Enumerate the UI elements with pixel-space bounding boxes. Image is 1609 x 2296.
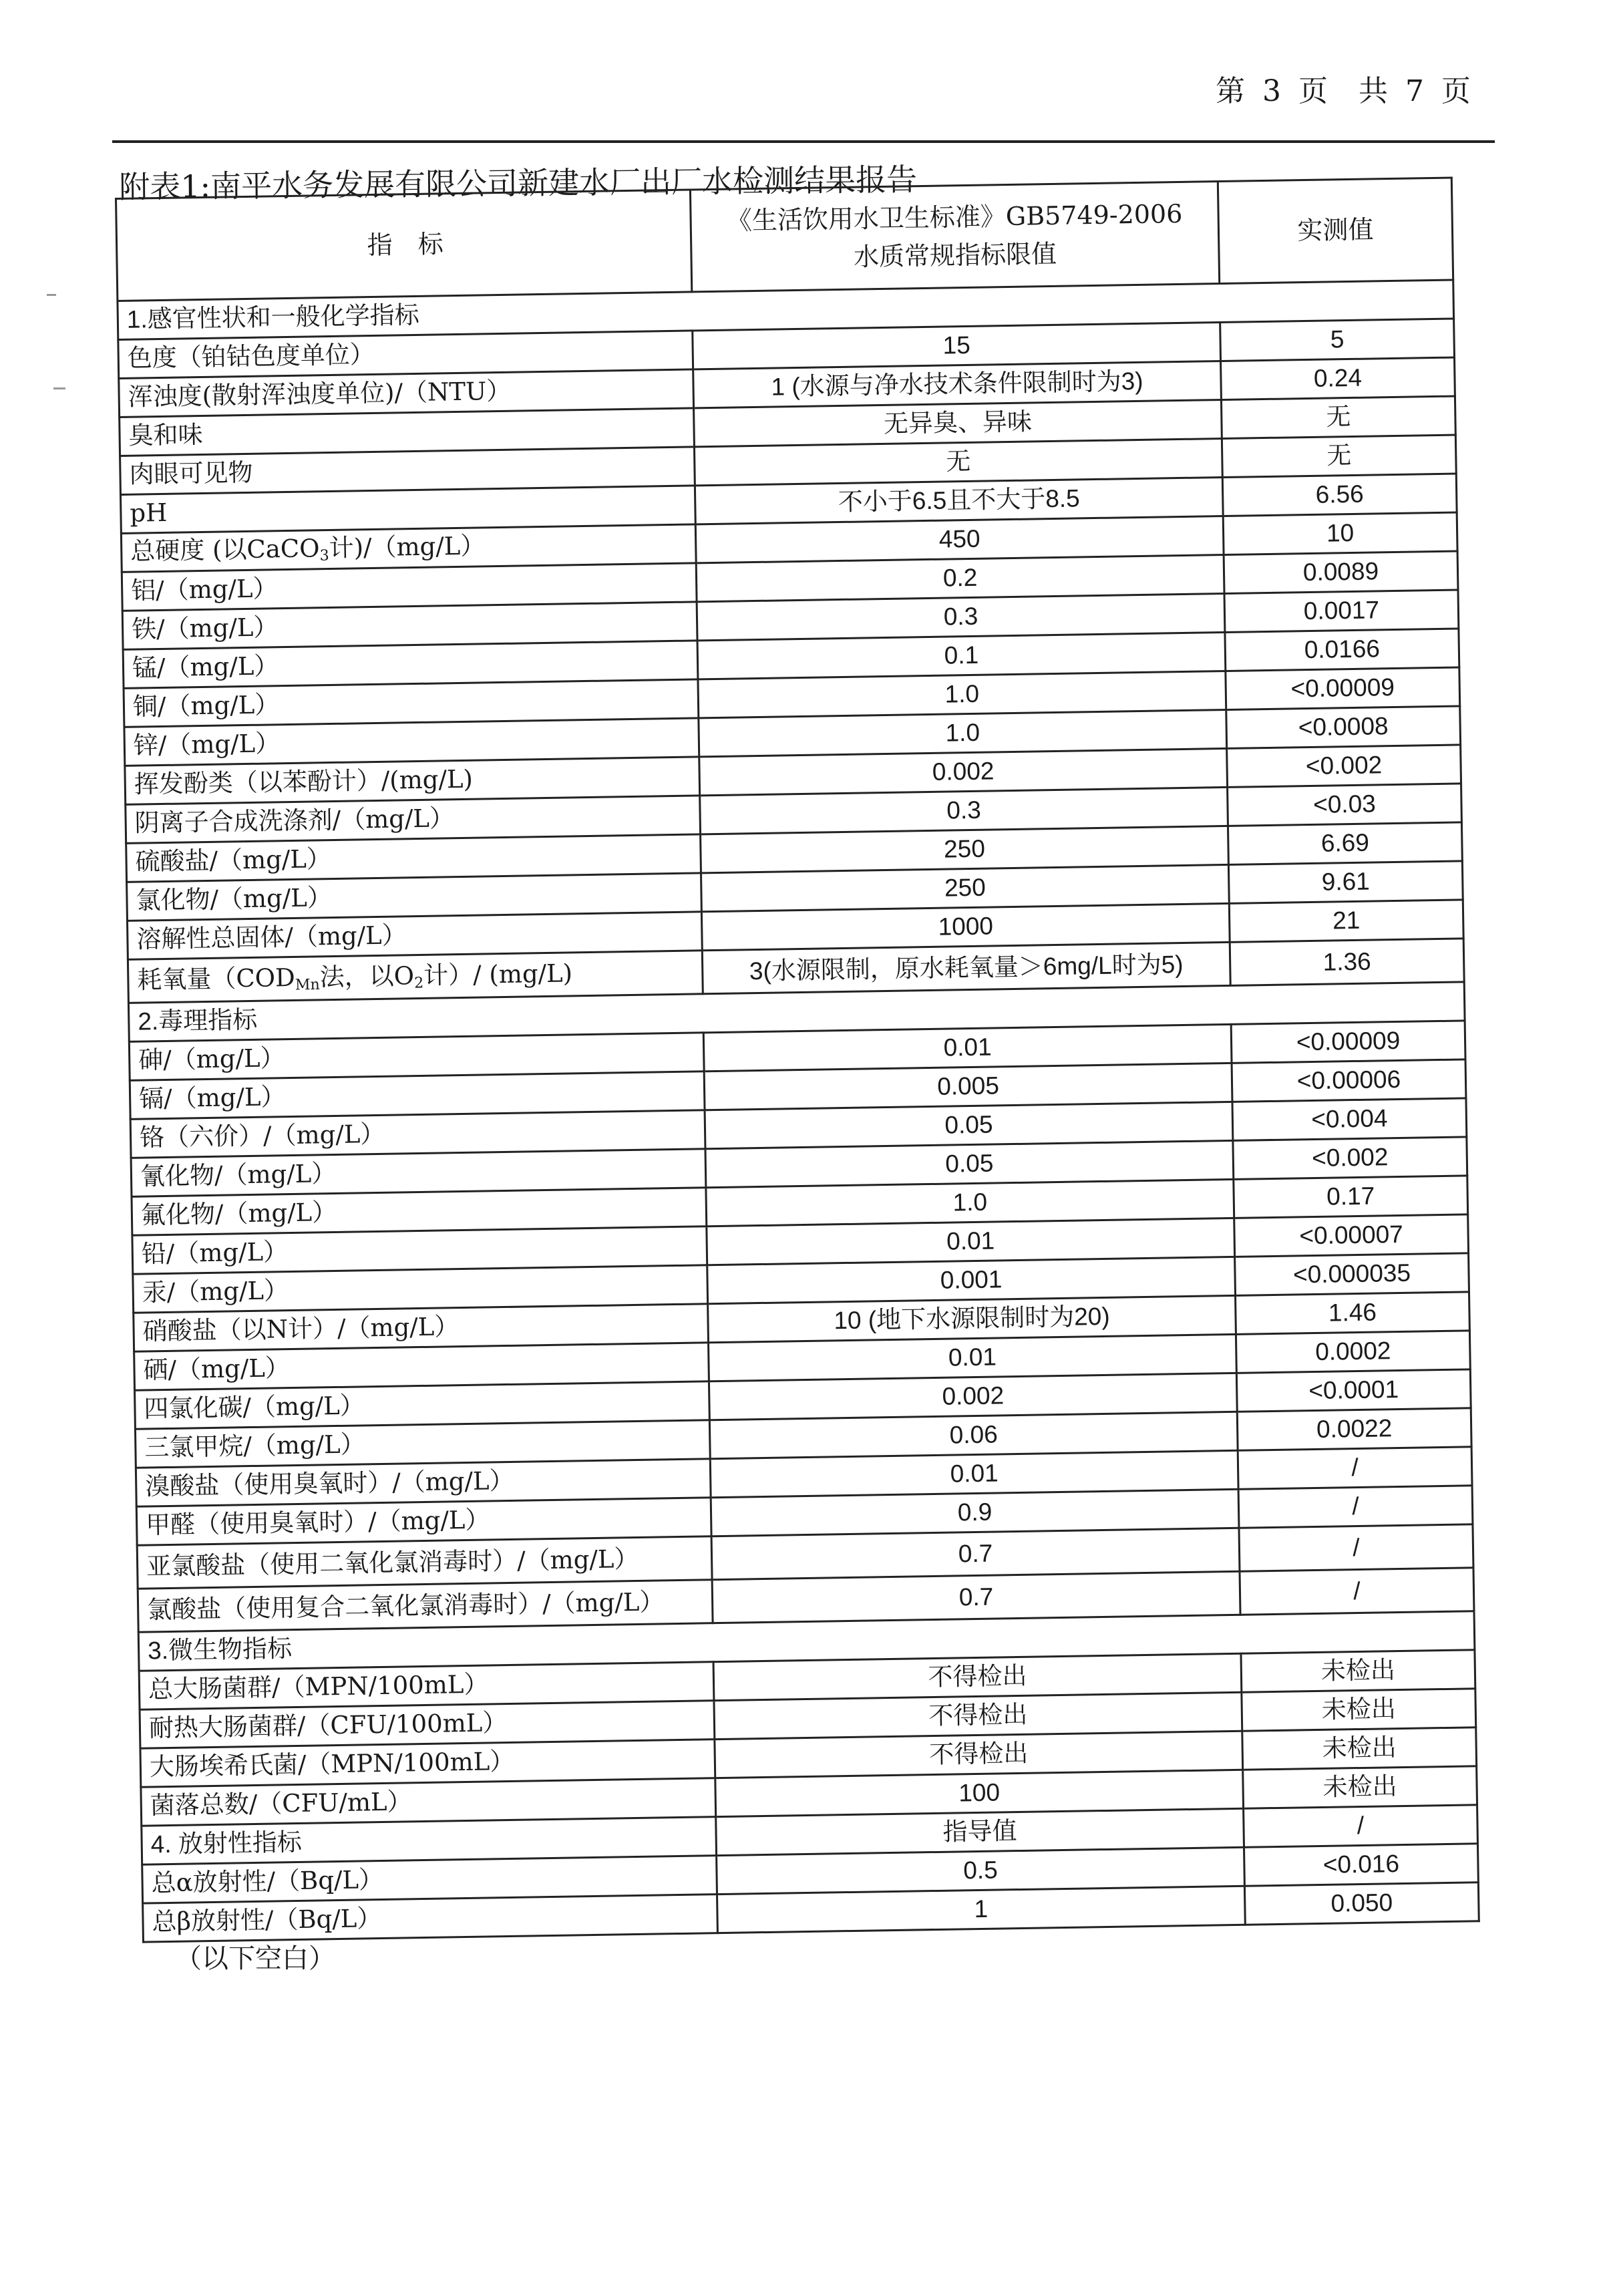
limit-cell: 1.0 — [699, 709, 1227, 756]
measured-cell: 未检出 — [1241, 1650, 1475, 1692]
limit-cell: 不小于6.5且不大于8.5 — [695, 478, 1223, 524]
measured-cell: <0.00009 — [1226, 667, 1460, 709]
limit-cell: 0.01 — [710, 1450, 1238, 1497]
limit-cell: 250 — [701, 864, 1229, 911]
indicator-cell: 臭和味 — [120, 408, 695, 456]
header-measured: 实测值 — [1218, 178, 1453, 283]
limit-cell: 不得检出 — [714, 1692, 1242, 1739]
indicator-cell: 砷/（mg/L） — [129, 1033, 704, 1081]
page-total: 共 7 页 — [1358, 74, 1475, 108]
indicator-cell: 锰/（mg/L） — [123, 641, 698, 689]
indicator-cell: 硒/（mg/L） — [134, 1343, 709, 1391]
measured-cell: <0.000035 — [1235, 1253, 1469, 1295]
header-limit-line1: 《生活饮用水卫生标准》GB5749-2006 — [726, 198, 1183, 236]
limit-cell: 0.01 — [707, 1218, 1235, 1265]
indicator-cell: 色度（铂钴色度单位） — [118, 331, 693, 379]
limit-cell: 1 — [717, 1886, 1246, 1933]
measured-cell: 1.46 — [1236, 1292, 1470, 1334]
limit-cell: 0.5 — [717, 1847, 1245, 1894]
limit-cell: 1.0 — [706, 1179, 1234, 1226]
limit-cell: 1.0 — [698, 671, 1226, 717]
section-title: 2.毒理指标 — [128, 982, 1465, 1041]
limit-cell: 无异臭、异味 — [694, 400, 1222, 447]
limit-cell: 0.9 — [711, 1489, 1239, 1536]
measured-cell: 0.24 — [1221, 357, 1455, 399]
section-limit: 指导值 — [716, 1808, 1244, 1855]
measured-cell: / — [1238, 1447, 1472, 1489]
indicator-cell: 甲醛（使用臭氧时）/（mg/L） — [136, 1498, 711, 1546]
header-limit — [690, 182, 1219, 292]
indicator-cell: 汞/（mg/L） — [133, 1265, 708, 1313]
measured-cell: / — [1239, 1524, 1473, 1571]
header-limit-line2: 水质常规指标限值 — [853, 238, 1057, 272]
limit-cell: 0.06 — [709, 1412, 1238, 1458]
limit-cell: 0.002 — [709, 1373, 1237, 1420]
limit-cell: 0.05 — [705, 1102, 1233, 1148]
limit-cell: 0.05 — [705, 1140, 1234, 1187]
limit-cell: 100 — [715, 1770, 1244, 1816]
indicator-cell: 总α放射性/（Bq/L） — [142, 1856, 717, 1904]
measured-cell: 0.050 — [1244, 1882, 1479, 1925]
limit-cell: 0.7 — [712, 1571, 1240, 1623]
indicator-cell: 亚氯酸盐（使用二氧化氯消毒时）/（mg/L） — [137, 1536, 712, 1589]
indicator-cell: 镉/（mg/L） — [130, 1072, 705, 1120]
measured-cell: 9.61 — [1228, 861, 1463, 903]
indicator-cell: 硝酸盐（以N计）/（mg/L） — [134, 1304, 709, 1352]
indicator-cell: 铜/（mg/L） — [124, 679, 699, 727]
measured-cell: 0.0017 — [1224, 590, 1459, 632]
limit-cell: 0.002 — [699, 748, 1228, 795]
measured-cell: <0.00009 — [1231, 1021, 1465, 1063]
limit-cell: 0.001 — [707, 1257, 1236, 1303]
indicator-cell: 铝/（mg/L） — [122, 563, 697, 611]
indicator-cell: 氟化物/（mg/L） — [132, 1188, 707, 1236]
indicator-cell: 氯化物/（mg/L） — [127, 873, 702, 921]
indicator-cell: 耗氧量（$COD_{Mn}$法，以$O_2$计）/ (mg/L) — [128, 951, 703, 1003]
limit-cell: 250 — [701, 826, 1229, 872]
limit-cell: 不得检出 — [715, 1731, 1243, 1778]
limit-cell: 0.1 — [697, 632, 1226, 679]
measured-cell: 5 — [1220, 319, 1455, 361]
indicator-cell: 四氯化碳/（mg/L） — [135, 1381, 710, 1430]
limit-cell: 450 — [695, 516, 1224, 562]
measured-cell: / — [1240, 1568, 1474, 1615]
indicator-cell: 挥发酚类（以苯酚计）/(mg/L) — [125, 757, 700, 805]
section-title: 4. 放射性指标 — [142, 1817, 717, 1865]
measured-cell: <0.00006 — [1232, 1059, 1466, 1102]
indicator-cell: 肉眼可见物 — [120, 447, 695, 495]
measured-cell: 6.69 — [1228, 822, 1462, 864]
measured-cell: 0.0166 — [1225, 629, 1459, 671]
section-title: 1.感官性状和一般化学指标 — [118, 280, 1454, 339]
measured-cell: <0.016 — [1244, 1844, 1478, 1886]
indicator-cell: 氯酸盐（使用复合二氧化氯消毒时）/（mg/L） — [138, 1580, 713, 1633]
indicator-cell: 阴离子合成洗涤剂/（mg/L） — [126, 796, 701, 844]
indicator-cell: 菌落总数/（CFU/mL） — [141, 1778, 716, 1826]
table-footnote: （以下空白） — [175, 1943, 335, 1974]
limit-cell: 0.005 — [704, 1063, 1232, 1110]
measured-cell: 0.0002 — [1236, 1331, 1470, 1373]
limit-cell: 0.3 — [700, 787, 1228, 834]
indicator-cell: 铁/（mg/L） — [122, 602, 697, 650]
indicator-cell: pH — [120, 486, 695, 534]
indicator-cell: 总大肠菌群/（MPN/100mL） — [139, 1662, 714, 1710]
section-value: / — [1244, 1805, 1478, 1847]
measured-cell: 6.56 — [1222, 474, 1457, 516]
measured-cell: 0.17 — [1234, 1176, 1468, 1218]
indicator-cell: 溴酸盐（使用臭氧时）/（mg/L） — [136, 1459, 711, 1507]
indicator-cell: 浑浊度(散射浑浊度单位)/（NTU） — [119, 369, 694, 418]
report-title: 附表1:南平水务发展有限公司新建水厂出厂水检测结果报告 — [119, 161, 918, 205]
indicator-cell: 耐热大肠菌群/（CFU/100mL） — [140, 1701, 715, 1749]
measured-cell: 21 — [1229, 900, 1463, 942]
header-indicator: 指 标 — [116, 190, 692, 301]
measured-cell: 无 — [1222, 435, 1456, 477]
measured-cell: 0.0089 — [1224, 551, 1458, 593]
results-table — [115, 177, 1480, 1943]
measured-cell: 未检出 — [1242, 1728, 1477, 1770]
indicator-cell: 大肠埃希氏菌/（MPN/100mL） — [140, 1740, 715, 1788]
measured-cell: 0.0022 — [1237, 1408, 1471, 1450]
measured-cell: 10 — [1223, 512, 1457, 554]
limit-cell: 10 (地下水源限制时为20) — [708, 1295, 1236, 1342]
limit-cell: 0.2 — [696, 554, 1224, 601]
page-number — [1216, 67, 1475, 110]
limit-cell: 不得检出 — [713, 1653, 1242, 1700]
indicator-cell: 铬（六价）/（mg/L） — [130, 1110, 705, 1158]
measured-cell: <0.004 — [1232, 1098, 1467, 1140]
section-title: 3.微生物指标 — [138, 1611, 1475, 1671]
measured-cell: <0.002 — [1233, 1137, 1467, 1179]
indicator-cell: 氰化物/（mg/L） — [131, 1149, 706, 1197]
measured-cell: <0.0008 — [1226, 706, 1461, 748]
indicator-cell: 总硬度 (以CaCO$_3$计)/（mg/L） — [121, 524, 696, 572]
limit-cell: 0.7 — [711, 1528, 1240, 1579]
indicator-cell: 硫酸盐/（mg/L） — [126, 834, 701, 882]
limit-cell: 15 — [693, 323, 1221, 369]
measured-cell: 1.36 — [1230, 939, 1464, 985]
header-rule — [112, 140, 1495, 143]
scan-speck — [47, 294, 56, 296]
limit-cell: 3(水源限制，原水耗氧量＞6mg/L时为5) — [702, 942, 1230, 993]
limit-cell: 1 (水源与净水技术条件限制时为3) — [693, 361, 1222, 408]
scan-speck — [53, 387, 65, 389]
measured-cell: <0.002 — [1227, 745, 1461, 787]
measured-cell: / — [1238, 1486, 1473, 1528]
page-current: 第 3 页 — [1216, 74, 1332, 108]
measured-cell: 未检出 — [1243, 1766, 1477, 1808]
measured-cell: <0.0001 — [1236, 1369, 1471, 1412]
limit-cell: 1000 — [701, 903, 1230, 950]
measured-cell: 无 — [1221, 396, 1455, 438]
indicator-cell: 溶解性总固体/（mg/L） — [128, 912, 703, 960]
indicator-cell: 总β放射性/（Bq/L） — [143, 1895, 718, 1943]
indicator-cell: 锌/（mg/L） — [124, 718, 699, 766]
limit-cell: 0.01 — [709, 1334, 1237, 1381]
measured-cell: 未检出 — [1242, 1689, 1476, 1731]
limit-cell: 0.3 — [697, 593, 1225, 640]
measured-cell: <0.00007 — [1234, 1214, 1469, 1257]
limit-cell: 0.01 — [703, 1024, 1232, 1071]
indicator-cell: 三氯甲烷/（mg/L） — [135, 1420, 710, 1468]
indicator-cell: 铅/（mg/L） — [132, 1226, 707, 1275]
measured-cell: <0.03 — [1228, 784, 1462, 826]
limit-cell: 无 — [694, 439, 1222, 486]
